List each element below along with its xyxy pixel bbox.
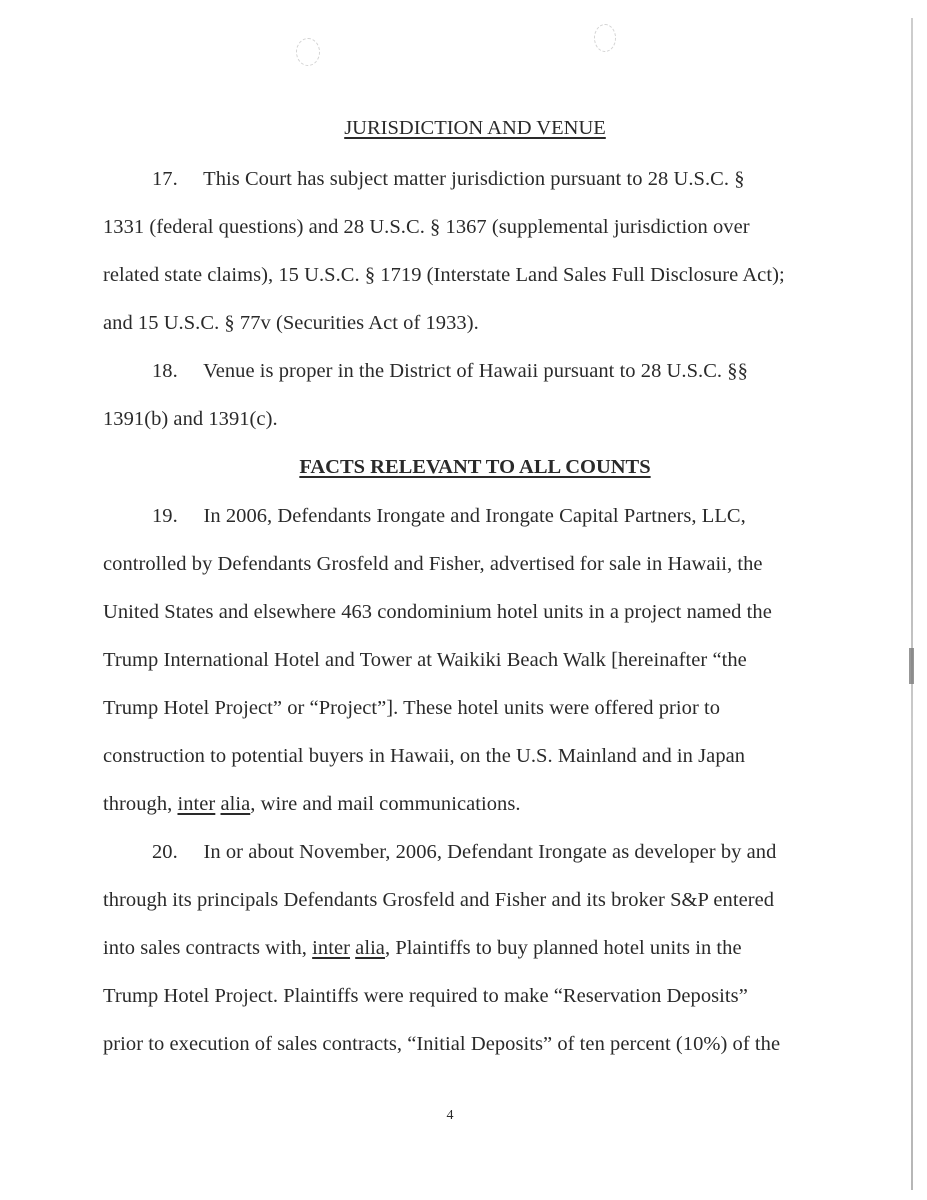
- latin-term-inter: inter: [312, 937, 350, 959]
- punch-hole-mark: [594, 24, 616, 52]
- section-heading-jurisdiction: JURISDICTION AND VENUE: [344, 117, 606, 139]
- scan-edge-mark: [909, 648, 914, 684]
- latin-term-inter: inter: [177, 793, 216, 815]
- line-text: through,: [103, 793, 178, 815]
- paragraph-20-line-5: prior to execution of sales contracts, “Initial Deposits” of ten percent (10%) of the: [103, 1033, 781, 1055]
- latin-term-alia: alia: [355, 937, 385, 959]
- paragraph-19-line-2: controlled by Defendants Grosfeld and Fisher, advertised for sale in Hawaii, the: [103, 553, 763, 575]
- paragraph-19-line-1: 19. In 2006, Defendants Irongate and Irongate Capital Partners, LLC,: [152, 505, 746, 527]
- paragraph-20-line-4: Trump Hotel Project. Plaintiffs were required to make “Reservation Deposits”: [103, 985, 748, 1007]
- paragraph-17-line-1: 17. This Court has subject matter jurisdiction pursuant to 28 U.S.C. §: [152, 168, 745, 190]
- paragraph-19-line-7: [103, 793, 521, 816]
- paragraph-17-line-2: 1331 (federal questions) and 28 U.S.C. § 1367 (supplemental jurisdiction over: [103, 216, 750, 238]
- paragraph-17-line-4: and 15 U.S.C. § 77v (Securities Act of 1933).: [103, 312, 479, 334]
- paragraph-20-line-3: [103, 937, 742, 960]
- paragraph-17-line-3: related state claims), 15 U.S.C. § 1719 (Interstate Land Sales Full Disclosure Act);: [103, 264, 785, 286]
- paragraph-20-line-2: through its principals Defendants Grosfeld and Fisher and its broker S&P entered: [103, 889, 775, 911]
- page-number: 4: [446, 1108, 454, 1123]
- paragraph-18-line-2: 1391(b) and 1391(c).: [103, 408, 278, 430]
- line-text: , wire and mail communications.: [250, 793, 521, 815]
- section-heading-facts: FACTS RELEVANT TO ALL COUNTS: [299, 456, 651, 478]
- paragraph-19-line-5: Trump Hotel Project” or “Project”]. These hotel units were offered prior to: [103, 697, 721, 719]
- paragraph-19-line-3: United States and elsewhere 463 condominium hotel units in a project named the: [103, 601, 772, 623]
- paragraph-18-line-1: 18. Venue is proper in the District of Hawaii pursuant to 28 U.S.C. §§: [152, 360, 748, 382]
- paragraph-19-line-4: Trump International Hotel and Tower at Waikiki Beach Walk [hereinafter “the: [103, 649, 747, 671]
- paragraph-19-line-6: construction to potential buyers in Hawaii, on the U.S. Mainland and in Japan: [103, 745, 746, 767]
- punch-hole-mark: [296, 38, 320, 66]
- scan-edge-line: [911, 18, 913, 1190]
- paragraph-20-line-1: 20. In or about November, 2006, Defendant Irongate as developer by and: [152, 841, 777, 863]
- line-text: into sales contracts with,: [103, 937, 313, 959]
- latin-term-alia: alia: [220, 793, 251, 815]
- line-text: , Plaintiffs to buy planned hotel units in the: [384, 937, 742, 959]
